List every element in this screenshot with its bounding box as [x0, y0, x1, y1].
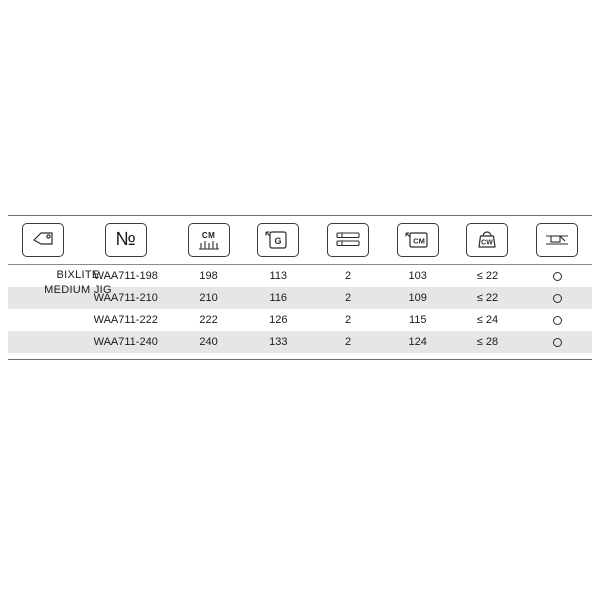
cell-model-number: WAA711-210 — [93, 292, 158, 304]
tag-icon — [22, 223, 64, 257]
reel-seat-marker — [553, 272, 562, 281]
cell-casting-weight: ≤ 22 — [476, 270, 499, 282]
cell-sections: 2 — [344, 314, 352, 326]
cell-transport-length: 103 — [408, 270, 427, 282]
header-cell-length — [174, 216, 244, 264]
table-header-row — [8, 216, 592, 264]
product-name-line2: MEDIUM JIG — [44, 284, 112, 296]
cell-sections: 2 — [344, 270, 352, 282]
cell-length: 210 — [199, 292, 218, 304]
header-cell-sections — [313, 216, 383, 264]
header-cell-casting-weight — [453, 216, 523, 264]
cell-weight: 116 — [269, 292, 288, 304]
cell-length: 240 — [199, 336, 218, 348]
cell-weight: 113 — [269, 270, 288, 282]
cell-model-number: WAA711-198 — [93, 270, 158, 282]
cell-transport-length: 109 — [408, 292, 427, 304]
cell-transport-length: 115 — [408, 314, 427, 326]
length-unit-label: CM — [201, 230, 216, 240]
transport-length-cm-icon — [397, 223, 439, 257]
row-name-spacer — [8, 309, 78, 331]
svg-text:CM: CM — [412, 236, 425, 246]
cell-model-number: WAA711-222 — [93, 314, 158, 326]
header-cell-transport-length — [383, 216, 453, 264]
product-name — [8, 268, 148, 298]
cell-reel-seat — [522, 309, 592, 331]
cell-casting-weight: ≤ 24 — [476, 314, 499, 326]
table-row — [8, 309, 592, 331]
header-cell-model-number — [78, 216, 174, 264]
svg-text:CW: CW — [481, 239, 494, 247]
table-row — [8, 331, 592, 353]
cell-sections: 2 — [344, 336, 352, 348]
reel-seat-marker — [553, 294, 562, 303]
number-sign-icon — [105, 223, 147, 257]
cell-casting-weight: ≤ 22 — [476, 292, 499, 304]
header-cell-reel-seat — [522, 216, 592, 264]
cell-reel-seat — [522, 331, 592, 353]
cell-casting-weight: ≤ 28 — [476, 336, 499, 348]
header-cell-tag — [8, 216, 78, 264]
cell-weight: 133 — [269, 336, 288, 348]
table-bottom-rule — [8, 359, 592, 360]
number-sign-glyph: № — [115, 229, 136, 250]
casting-weight-icon — [466, 223, 508, 257]
cell-length: 198 — [199, 270, 218, 282]
cell-reel-seat — [522, 287, 592, 309]
sections-icon — [327, 223, 369, 257]
row-name-spacer — [8, 331, 78, 353]
reel-seat-marker — [553, 316, 562, 325]
reel-seat-icon — [536, 223, 578, 257]
cell-sections: 2 — [344, 292, 352, 304]
cell-model-number: WAA711-240 — [93, 336, 158, 348]
cell-length: 222 — [199, 314, 218, 326]
length-cm-icon — [188, 223, 230, 257]
product-name-line1: BIXLITE — [56, 269, 100, 281]
header-cell-weight — [243, 216, 313, 264]
cell-reel-seat — [522, 265, 592, 287]
cell-weight: 126 — [269, 314, 288, 326]
reel-seat-marker — [553, 338, 562, 347]
svg-text:G: G — [274, 236, 282, 246]
weight-grams-icon — [257, 223, 299, 257]
cell-transport-length: 124 — [408, 336, 427, 348]
